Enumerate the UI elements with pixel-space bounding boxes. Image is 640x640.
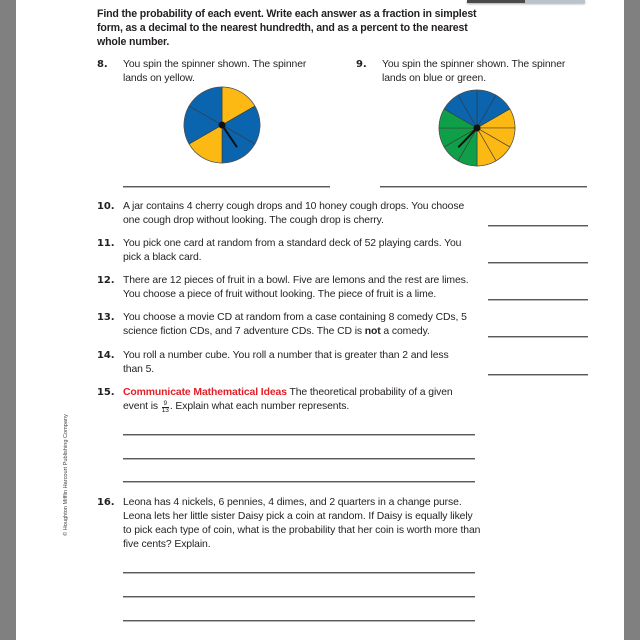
answer-line-14[interactable]: [488, 374, 588, 376]
question-text: You spin the spinner shown. The spinner lands on yellow.: [123, 59, 307, 84]
answer-line-16-3[interactable]: [123, 620, 475, 622]
answer-line-11[interactable]: [488, 262, 588, 264]
instructions: Find the probability of each event. Write each answer as a fraction in simplest form, as a decimal to the nearest hundredth, and as a percent to the nearest whole number.: [97, 8, 477, 48]
question-text-part: . Explain what each number represents.: [169, 401, 350, 412]
question-text-part: You choose a movie CD at random from a case containing 8 comedy CDs, 5 science fiction CDs, and 7 adventure CDs. The CD is: [123, 312, 467, 337]
question-text: [123, 386, 478, 414]
question-number: 8.: [97, 59, 108, 70]
question-number: 9.: [356, 59, 367, 70]
fraction-denominator: 13: [161, 407, 169, 414]
question-number: 15.: [97, 387, 115, 398]
question-text-part: a comedy.: [380, 326, 430, 337]
copyright-notice: © Houghton Mifflin Harcourt Publishing Company: [63, 414, 69, 536]
answer-line-10[interactable]: [488, 225, 588, 227]
question-heading: Communicate Mathematical Ideas: [123, 387, 287, 398]
emphasis-not: not: [364, 326, 381, 337]
question-text: You spin the spinner shown. The spinner lands on blue or green.: [382, 59, 566, 84]
question-text: You roll a number cube. You roll a number that is greater than 2 and less than 5.: [123, 350, 449, 375]
spinner-hub: [219, 122, 226, 129]
fraction-numerator: 9: [163, 400, 168, 407]
fraction: [162, 401, 169, 414]
question-text: You pick one card at random from a standard deck of 52 playing cards. You pick a black card.: [123, 238, 462, 263]
question-number: 11.: [97, 238, 115, 249]
question-text: There are 12 pieces of fruit in a bowl. Five are lemons and the rest are limes. You choose a piece of fruit without looking. The piece of fruit is a lime.: [123, 275, 469, 300]
toolbar-fragment: [467, 0, 585, 3]
answer-line-9[interactable]: [380, 186, 587, 188]
answer-line-13[interactable]: [488, 336, 588, 338]
answer-line-15-2[interactable]: [123, 458, 475, 460]
answer-line-15-3[interactable]: [123, 481, 475, 483]
question-text-part: The theoretical probability of a given event is: [123, 387, 453, 412]
answer-line-16-1[interactable]: [123, 572, 475, 574]
toolbar-fragment-dark: [467, 0, 525, 3]
question-number: 12.: [97, 275, 115, 286]
answer-line-16-2[interactable]: [123, 596, 475, 598]
answer-line-8[interactable]: [123, 186, 330, 188]
spinner-hub: [474, 125, 481, 132]
spinner-8: [183, 86, 261, 164]
question-number: 16.: [97, 497, 115, 508]
question-number: 10.: [97, 201, 115, 212]
question-text: Leona has 4 nickels, 6 pennies, 4 dimes, and 2 quarters in a change purse. Leona lets her little sister Daisy pick a coin at random. If Daisy is equally likely to pick each type of coin, what is the probability that her coin is worth more than five cents? Explain.: [123, 497, 481, 550]
spinner-9: [438, 89, 516, 167]
question-number: 14.: [97, 350, 115, 361]
question-text: [123, 311, 478, 339]
answer-line-15-1[interactable]: [123, 434, 475, 436]
question-number: 13.: [97, 312, 115, 323]
question-text: A jar contains 4 cherry cough drops and 10 honey cough drops. You choose one cough drop without looking. The cough drop is cherry.: [123, 201, 465, 226]
answer-line-12[interactable]: [488, 299, 588, 301]
